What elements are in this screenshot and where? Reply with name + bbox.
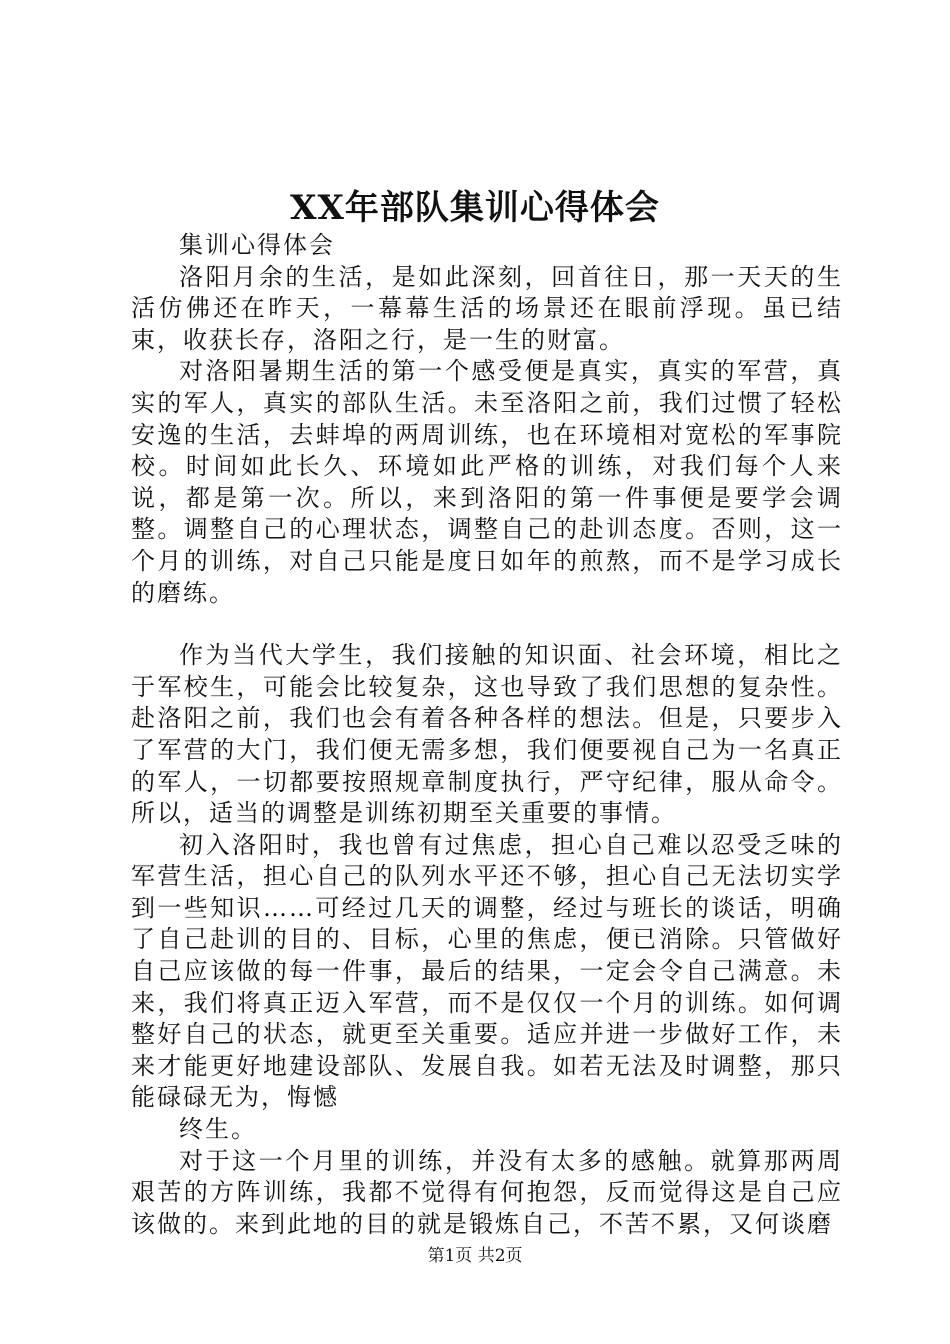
- page-number-footer: 第1页 共2页: [427, 1246, 523, 1266]
- paragraph: 终生。: [179, 1115, 257, 1144]
- paragraph: 作为当代大学生，我们接触的知识面、社会环境，相比之于军校生，可能会比较复杂，这也导致了我们思想的复杂性。赴洛阳之前，我们也会有着各种各样的想法。但是，只要步入了军营的大门，我们便无需多想，我们便要视自己为一名真正的军人，一切都要按照规章制度执行，严守纪律，服从命令。所以，适当的调整是训练初期至关重要的事情。: [131, 641, 843, 828]
- paragraph-heading: 集训心得体会: [179, 231, 335, 259]
- paragraph: 对洛阳暑期生活的第一个感受便是真实，真实的军营，真实的军人，真实的部队生活。未至洛阳之前，我们过惯了轻松安逸的生活，去蚌埠的两周训练，也在环境相对宽松的军事院校。时间如此长久、环境如此严格的训练，对我们每个人来说，都是第一次。所以，来到洛阳的第一件事便是要学会调整。调整自己的心理状态，调整自己的赴训态度。否则，这一个月的训练，对自己只能是度日如年的煎熬，而不是学习成长的磨练。: [131, 357, 843, 607]
- paragraph: 对于这一个月里的训练，并没有太多的感触。就算那两周艰苦的方阵训练，我都不觉得有何抱怨，反而觉得这是自己应该做的。来到此地的目的就是锻炼自己，不苦不累，又何谈磨: [131, 1146, 843, 1238]
- paragraph: 洛阳月余的生活，是如此深刻，回首往日，那一天天的生活仿佛还在昨天，一幕幕生活的场景还在眼前浮现。虽已结束，收获长存，洛阳之行，是一生的财富。: [131, 262, 843, 354]
- document-title: XX年部队集训心得体会: [290, 188, 660, 228]
- paragraph: 初入洛阳时，我也曾有过焦虑，担心自己难以忍受乏味的军营生活，担心自己的队列水平还不够，担心自己无法切实学到一些知识……可经过几天的调整，经过与班长的谈话，明确了自己赴训的目的、目标，心里的焦虑，便已消除。只管做好自己应该做的每一件事，最后的结果，一定会令自己满意。未来，我们将真正迈入军营，而不是仅仅一个月的训练。如何调整好自己的状态，就更至关重要。适应并进一步做好工作，未来才能更好地建设部队、发展自我。如若无法及时调整，那只能碌碌无为，悔憾: [131, 830, 843, 1112]
- document-body: [131, 230, 843, 1240]
